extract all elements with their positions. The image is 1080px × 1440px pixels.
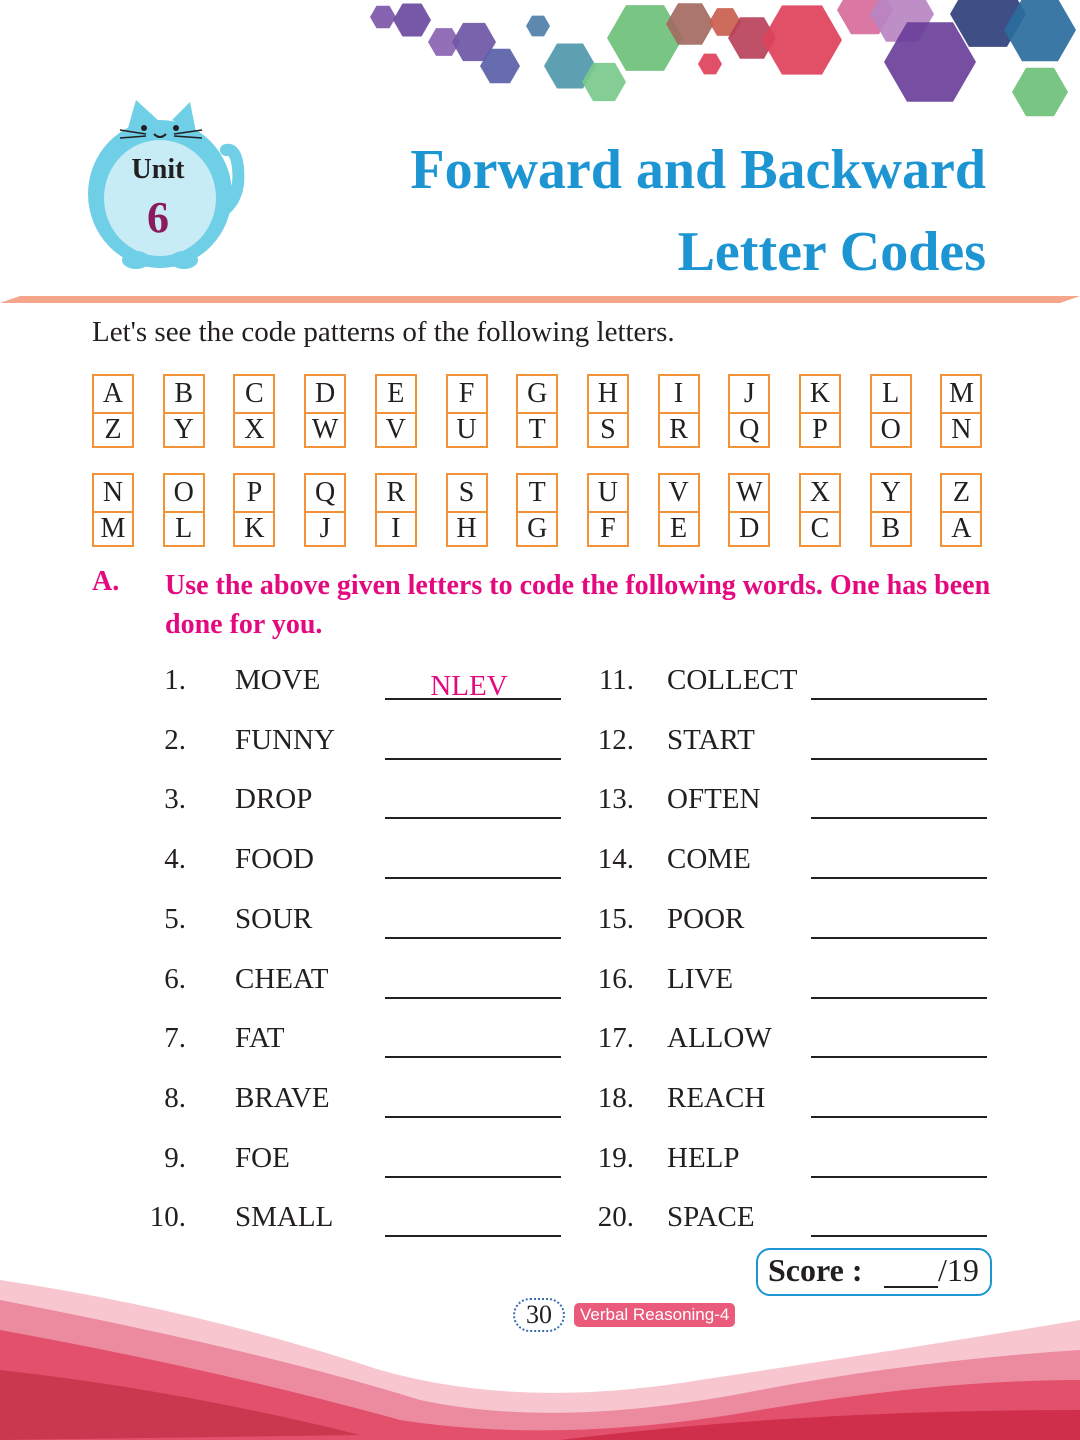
code-letter: I [660,376,698,414]
item-number: 15. [597,902,634,935]
item-word: LIVE [667,962,734,995]
item-number: 7. [164,1022,186,1055]
code-letter: Z [942,475,980,513]
hexagon-shape [526,16,550,37]
code-cell [233,374,275,448]
answer-blank[interactable] [811,817,987,819]
item-word: FUNNY [235,723,335,756]
title-divider [0,296,1080,303]
section-label: A. [92,566,120,597]
hexagon-shape [762,5,842,74]
item-number: 9. [164,1141,186,1174]
decorative-waves [0,1260,1080,1440]
item-word: FOOD [235,843,314,876]
item-word: REACH [667,1081,766,1114]
code-cell [587,473,629,547]
page-number: 30 [513,1298,565,1332]
answer-blank[interactable] [385,937,561,939]
page-title-line2: Letter Codes [677,221,986,283]
item-word: CHEAT [235,962,329,995]
intro-text: Let's see the code patterns of the following letters. [92,316,675,348]
item-number: 8. [164,1081,186,1114]
code-letter: U [589,475,627,513]
code-letter-coded: F [600,513,616,544]
code-letter: B [165,376,203,414]
code-letter-coded: P [812,414,828,445]
item-word: DROP [235,783,313,816]
answer-blank[interactable] [811,997,987,999]
code-letter-coded: M [100,513,126,544]
hexagon-shape [370,6,396,29]
item-number: 16. [597,962,634,995]
code-letter-coded: G [527,513,548,544]
answer-blank[interactable] [811,758,987,760]
code-letter: W [730,475,768,513]
code-letter-coded: H [456,513,477,544]
item-number: 11. [598,664,634,696]
code-letter-coded: X [244,414,265,445]
code-letter-coded: W [311,414,339,445]
item-number: 5. [164,902,186,935]
score-label: Score : [768,1252,863,1288]
code-letter: A [94,376,132,414]
code-letter: V [660,475,698,513]
code-cell [799,473,841,547]
code-cell [304,374,346,448]
hexagon-shape [1012,68,1068,116]
code-letter: R [377,475,415,513]
code-letter-coded: V [385,414,406,445]
answer-blank[interactable] [811,877,987,879]
item-word: POOR [667,902,745,935]
code-cell [516,473,558,547]
code-letter: M [942,376,980,414]
unit-number: 6 [147,193,169,242]
code-letter: T [518,475,556,513]
code-cell [870,473,912,547]
code-letter-coded: E [670,513,688,544]
code-letter-coded: L [175,513,193,544]
unit-label: Unit [131,154,185,185]
item-number: 4. [164,843,186,876]
answer-blank[interactable] [385,758,561,760]
code-letter: K [801,376,839,414]
code-letter-coded: I [391,513,401,544]
item-number: 3. [164,783,186,816]
section-instructions: Use the above given letters to code the following words. One has been done for you. [165,570,991,640]
code-cell [163,374,205,448]
answer-blank[interactable] [811,698,987,700]
item-word: HELP [667,1141,740,1174]
code-letter: N [94,475,132,513]
code-letter: P [235,475,273,513]
code-letter: Y [872,475,910,513]
code-cell [940,374,982,448]
code-letter: C [235,376,273,414]
item-number: 12. [597,723,634,756]
code-letter-coded: D [739,513,760,544]
code-letter-coded: U [456,414,477,445]
code-letter-coded: T [528,414,546,445]
code-cell [728,473,770,547]
answer-blank[interactable] [811,1176,987,1178]
code-cell [940,473,982,547]
item-number: 10. [149,1201,186,1234]
answer-blank[interactable] [385,1056,561,1058]
code-letter: S [448,475,486,513]
item-word: MOVE [235,664,321,696]
code-letter-coded: N [951,414,972,445]
code-letter-coded: C [810,513,830,544]
item-number: 14. [597,843,634,876]
answer-blank[interactable] [385,1176,561,1178]
item-word: FOE [235,1141,290,1174]
hexagon-shape [393,4,431,37]
item-number: 13. [597,783,634,816]
book-title-badge: Verbal Reasoning-4 [574,1303,735,1327]
item-word: COLLECT [667,664,798,696]
code-cell [870,374,912,448]
code-letter-coded: K [244,513,265,544]
score-total: /19 [938,1252,979,1288]
code-letter-coded: Z [104,414,122,445]
hexagon-shape [698,54,722,75]
code-letter: H [589,376,627,414]
code-cell [446,374,488,448]
code-cell [587,374,629,448]
code-letter: G [518,376,556,414]
item-number: 1. [164,664,186,696]
code-letter: F [448,376,486,414]
item-number: 6. [164,962,186,995]
code-letter-coded: S [600,414,616,445]
code-cell [92,374,134,448]
code-cell [375,374,417,448]
code-letter-coded: Q [739,414,760,445]
item-number: 17. [597,1022,634,1055]
answer-blank[interactable] [385,997,561,999]
answer-blank[interactable] [385,817,561,819]
item-number: 20. [597,1201,634,1234]
code-letter-coded: A [951,513,972,544]
code-letter: Q [306,475,344,513]
item-number: 19. [597,1141,634,1174]
item-word: START [667,723,755,756]
answer-blank[interactable] [811,1056,987,1058]
code-letter-coded: R [669,414,688,445]
code-letter: X [801,475,839,513]
item-word: SOUR [235,902,313,935]
code-letter: J [730,376,768,414]
answer-blank[interactable] [385,1235,561,1237]
code-letter-coded: Y [173,414,194,445]
filled-answer: NLEV [430,670,508,702]
code-letter: O [165,475,203,513]
code-letter-coded: J [319,513,331,544]
item-number: 2. [164,723,186,756]
item-word: BRAVE [235,1081,330,1114]
code-letter: E [377,376,415,414]
item-word: SMALL [235,1201,334,1234]
item-word: OFTEN [667,783,761,816]
page-title-line1: Forward and Backward [410,139,986,201]
answer-blank[interactable] [811,937,987,939]
code-cell [516,374,558,448]
code-cell [92,473,134,547]
answer-blank[interactable] [385,1116,561,1118]
code-cell [446,473,488,547]
code-letter: L [872,376,910,414]
code-cell [658,473,700,547]
code-cell [658,374,700,448]
answer-blank[interactable] [385,877,561,879]
item-word: SPACE [667,1201,755,1234]
code-cell [233,473,275,547]
code-letter: D [306,376,344,414]
item-word: ALLOW [667,1022,772,1055]
code-cell [728,374,770,448]
code-letter-coded: O [880,414,901,445]
item-number: 18. [597,1081,634,1114]
code-cell [163,473,205,547]
answer-blank[interactable] [811,1235,987,1237]
code-letter-coded: B [881,513,901,544]
code-cell [304,473,346,547]
answer-blank[interactable] [811,1116,987,1118]
code-cell [375,473,417,547]
code-cell [799,374,841,448]
item-word: FAT [235,1022,285,1055]
item-word: COME [667,843,751,876]
